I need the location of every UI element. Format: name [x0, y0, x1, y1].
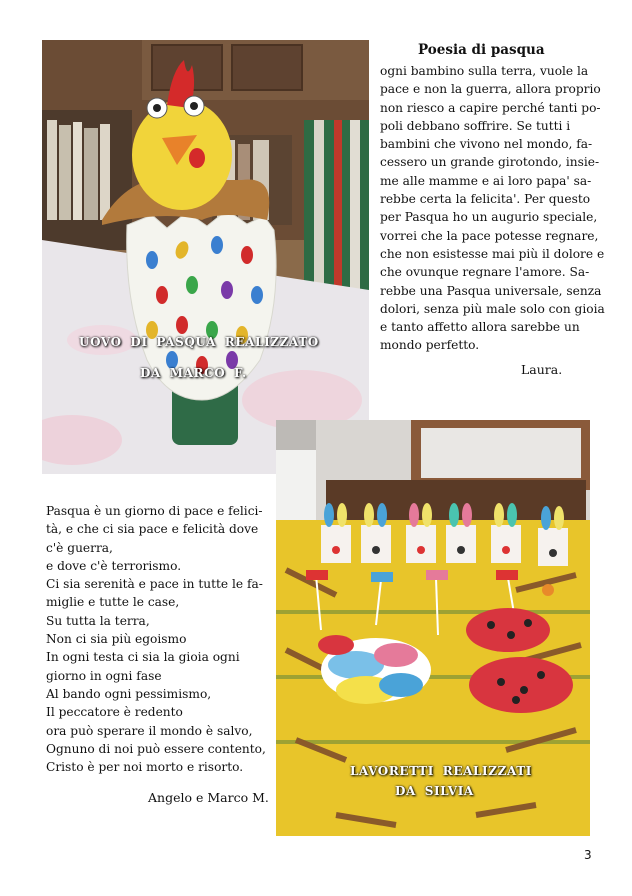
caption-crafts-line1: LAVORETTI REALIZZATI: [350, 764, 532, 778]
poem-line: non riesco a capire perché tanti po-: [380, 100, 601, 115]
caption-crafts-line2: DA SILVIA: [395, 784, 474, 798]
poem-line: e dove c'è terrorismo.: [46, 558, 182, 573]
poem-line: In ogni testa ci sia la gioia ogni: [46, 650, 240, 665]
poem-line: dolori, senza più male solo con gioia: [380, 301, 605, 316]
poem-line: Ognuno di noi può essere contento,: [46, 741, 266, 756]
poem-line: pace e non la guerra, allora proprio: [380, 82, 601, 97]
poem-line: ogni bambino sulla terra, vuole la: [380, 64, 589, 78]
page-number: 3: [584, 848, 592, 862]
poem-line: e tanto affetto allora sarebbe un: [380, 320, 580, 335]
poem-line: rebbe certa la felicita'. Per questo: [380, 192, 591, 207]
poem-line: Ci sia serenità e pace in tutte le fa-: [46, 577, 263, 592]
poem-line: ora può sperare il mondo è salvo,: [46, 723, 253, 738]
author-laura: Laura.: [521, 362, 563, 377]
caption-chick-line2: DA MARCO F.: [140, 366, 247, 380]
poem-laura-text: [380, 62, 610, 355]
poem-line: che non esistesse mai più il dolore e: [380, 246, 605, 261]
poem-line: poli debbano soffrire. Se tutti i: [380, 118, 571, 133]
caption-chick-line1: UOVO DI PASQUA REALIZZATO: [79, 335, 319, 349]
poem-line: mondo perfetto.: [380, 338, 480, 353]
poem-line: che ovunque regnare l'amore. Sa-: [380, 265, 590, 280]
poem-angelo-text: [46, 502, 266, 776]
poem-line: bambini che vivono nel mondo, fa-: [380, 137, 593, 152]
poem-title: Poesia di pasqua: [418, 42, 545, 58]
poem-line: me alle mamme e ai loro papa' sa-: [380, 173, 592, 188]
poem-line: Cristo è per noi morto e risorto.: [46, 760, 244, 775]
poem-line: Su tutta la terra,: [46, 613, 150, 628]
poem-line: c'è guerra,: [46, 540, 113, 555]
poem-line: vorrei che la pace potesse regnare,: [380, 228, 599, 243]
poem-line: cessero un grande girotondo, insie-: [380, 155, 600, 170]
poem-line: rebbe una Pasqua universale, senza: [380, 283, 602, 298]
author-angelo-marco: Angelo e Marco M.: [148, 790, 269, 805]
poem-line: Al bando ogni pessimismo,: [46, 686, 212, 701]
poem-line: Il peccatore è redento: [46, 705, 183, 720]
poem-line: giorno in ogni fase: [46, 668, 162, 683]
photo-easter-egg-chick: [42, 40, 369, 474]
poem-line: Pasqua è un giorno di pace e felici-: [46, 504, 263, 518]
poem-line: miglie e tutte le case,: [46, 595, 180, 610]
poem-line: per Pasqua ho un augurio speciale,: [380, 210, 598, 225]
poem-line: tà, e che ci sia pace e felicità dove: [46, 522, 259, 537]
poem-line: Non ci sia più egoismo: [46, 632, 187, 647]
